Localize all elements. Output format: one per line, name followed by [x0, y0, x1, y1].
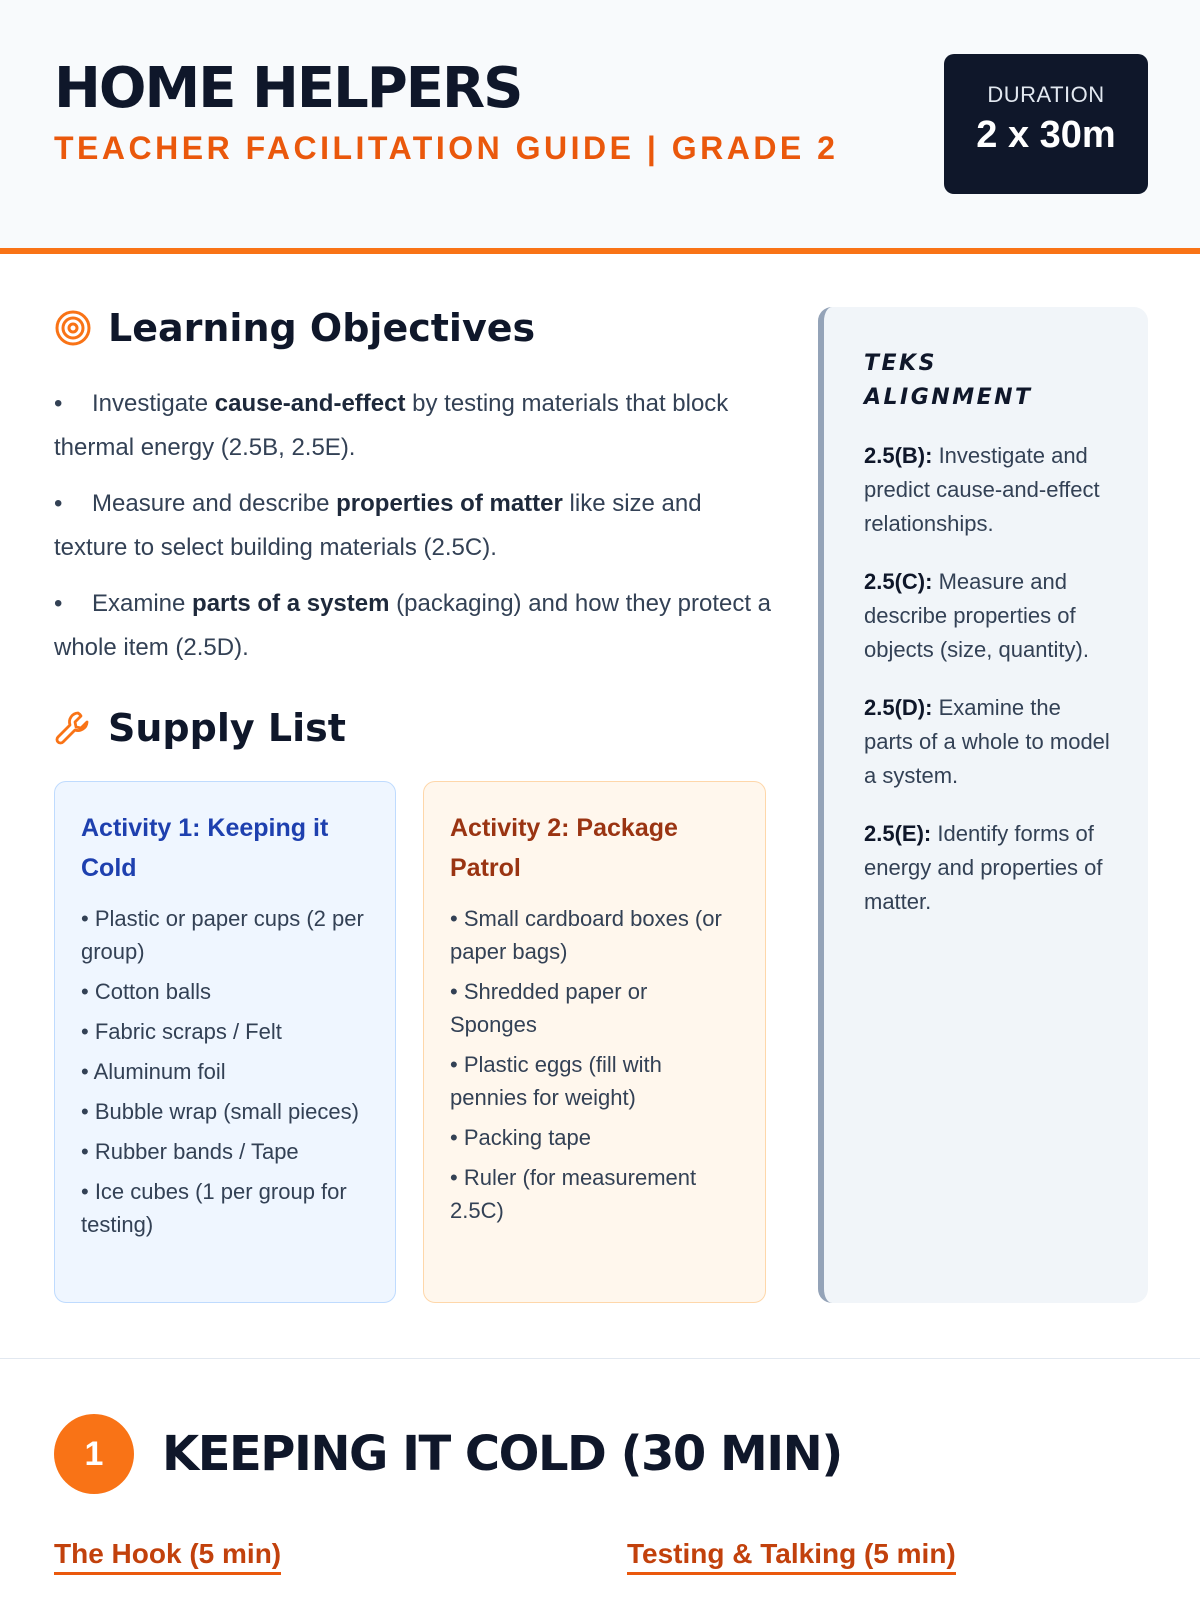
activity1-title: Activity 1: Keeping it Cold: [81, 814, 329, 882]
list-item: • Plastic or paper cups (2 per group): [81, 906, 364, 964]
activity1-list: [81, 902, 369, 1241]
activity2-supplies-card: [423, 781, 766, 1303]
page-subtitle: TEACHER FACILITATION GUIDE | GRADE 2: [54, 130, 839, 166]
page-title: HOME HELPERS: [54, 56, 522, 121]
list-item: • Small cardboard boxes (or paper bags): [450, 906, 722, 964]
activity2-title: Activity 2: Package Patrol: [450, 814, 678, 882]
wrench-icon: [54, 709, 92, 747]
duration-label: DURATION: [987, 82, 1105, 107]
list-item: • Investigate cause-and-effect by testing materials that block thermal energy (2.5B, 2.5E).: [54, 390, 729, 461]
objectives-title: Learning Objectives: [108, 306, 536, 350]
list-item: • Bubble wrap (small pieces): [81, 1099, 359, 1124]
objectives-list: [54, 382, 774, 682]
teks-item: 2.5(D): Examine the parts of a whole to model a system.: [864, 695, 1110, 788]
target-icon: [54, 309, 92, 347]
teks-title: TEKS ALIGNMENT: [864, 351, 1033, 410]
part1-heading: [54, 1414, 842, 1494]
supply-title: Supply List: [108, 706, 346, 750]
activity1-supplies-card: [54, 781, 396, 1303]
objectives-heading: [54, 306, 535, 350]
list-item: • Cotton balls: [81, 979, 211, 1004]
page-header: [0, 0, 1200, 254]
list-item: • Ruler (for measurement 2.5C): [450, 1165, 697, 1223]
teks-item: 2.5(E): Identify forms of energy and properties of matter.: [864, 821, 1103, 914]
activity2-list: [450, 902, 739, 1227]
list-item: • Fabric scraps / Felt: [81, 1019, 282, 1044]
duration-value: 2 x 30m: [976, 114, 1116, 156]
list-item: • Rubber bands / Tape: [81, 1139, 299, 1164]
testing-subheading: Testing & Talking (5 min): [627, 1538, 956, 1575]
hook-subheading: The Hook (5 min): [54, 1538, 281, 1575]
teks-item: 2.5(C): Measure and describe properties of objects (size, quantity).: [864, 569, 1089, 662]
duration-badge: [944, 54, 1148, 194]
list-item: • Examine parts of a system (packaging) and how they protect a whole item (2.5D).: [54, 590, 772, 661]
list-item: • Ice cubes (1 per group for testing): [81, 1179, 347, 1237]
list-item: • Shredded paper or Sponges: [450, 979, 648, 1037]
part1-title: KEEPING IT COLD (30 MIN): [162, 1426, 842, 1482]
teks-alignment-panel: [818, 307, 1148, 1303]
list-item: • Packing tape: [450, 1125, 592, 1150]
part-number-badge: 1: [54, 1414, 134, 1494]
supply-heading: [54, 706, 346, 750]
section-divider: [0, 1358, 1200, 1359]
teks-item: 2.5(B): Investigate and predict cause-and-effect relationships.: [864, 443, 1100, 536]
list-item: • Measure and describe properties of matter like size and texture to select building materials (2.5C).: [54, 490, 702, 561]
list-item: • Plastic eggs (fill with pennies for weight): [450, 1052, 662, 1110]
list-item: • Aluminum foil: [81, 1059, 226, 1084]
